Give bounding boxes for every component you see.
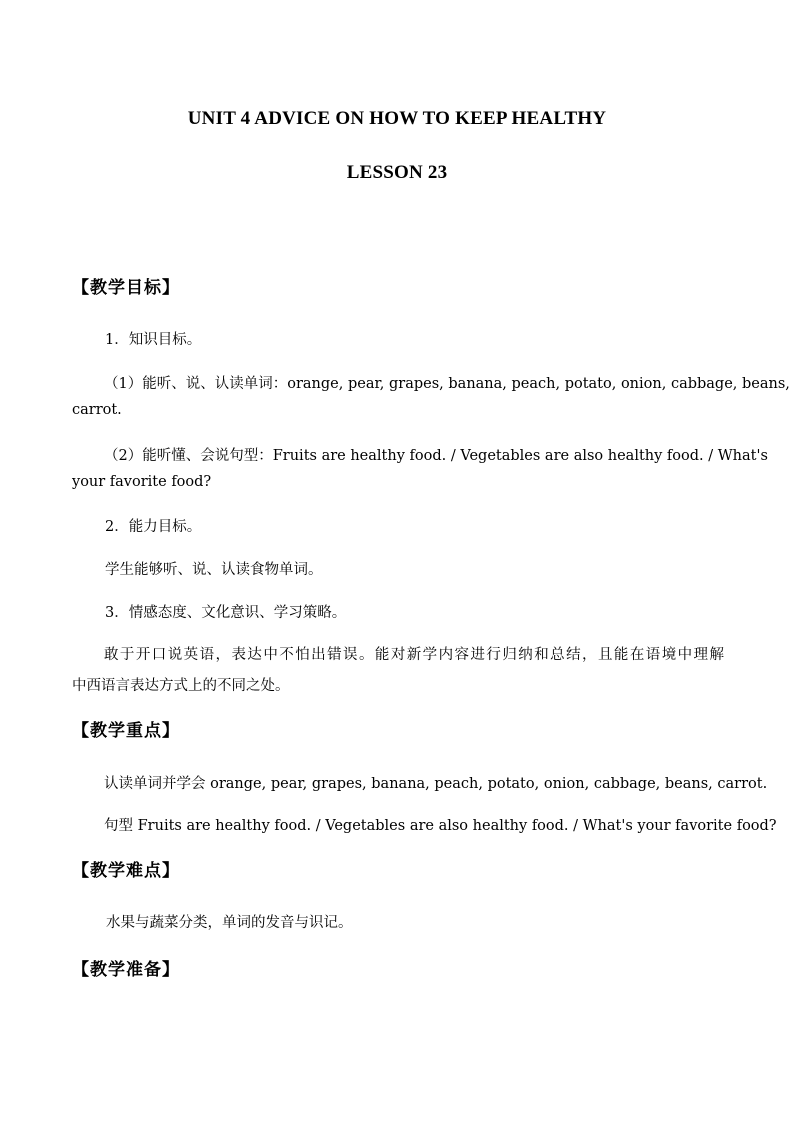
document-title: UNIT 4 ADVICE ON HOW TO KEEP HEALTHY [187, 108, 607, 129]
goal1-item1-line2: carrot. [72, 402, 122, 418]
key-points-words: 认读单词并学会 orange, pear, grapes, banana, peach, potato, onion, cabbage, beans, carrot. [104, 776, 768, 792]
lesson-subtitle: LESSON 23 [346, 162, 448, 183]
section-heading-key-points: 【教学重点】 [72, 721, 180, 741]
goal1-label: 1．知识目标。 [105, 332, 202, 348]
goal3-label: 3．情感态度、文化意识、学习策略。 [105, 605, 347, 621]
difficulties-text: 水果与蔬菜分类，单词的发音与识记。 [106, 915, 353, 931]
goal1-item1-line1: （1）能听、说、认读单词：orange, pear, grapes, banana, peach, potato, onion, cabbage, beans, [104, 376, 790, 392]
goal3-text-line2: 中西语言表达方式上的不同之处。 [72, 678, 290, 694]
section-heading-difficulties: 【教学难点】 [72, 861, 180, 881]
goal1-item2-line1: （2）能听懂、会说句型：Fruits are healthy food. / Vegetables are also healthy food. / What's [104, 448, 768, 464]
section-heading-preparation: 【教学准备】 [72, 960, 180, 980]
key-points-sentences: 句型 Fruits are healthy food. / Vegetables are also healthy food. / What's your favorite food? [104, 818, 777, 834]
goal1-item2-line2: your favorite food? [72, 474, 212, 490]
goal3-text-line1: 敢于开口说英语，表达中不怕出错误。能对新学内容进行归纳和总结，且能在语境中理解 [104, 647, 724, 663]
section-heading-goals: 【教学目标】 [72, 278, 180, 298]
goal2-text: 学生能够听、说、认读食物单词。 [105, 562, 323, 578]
goal2-label: 2．能力目标。 [105, 519, 202, 535]
